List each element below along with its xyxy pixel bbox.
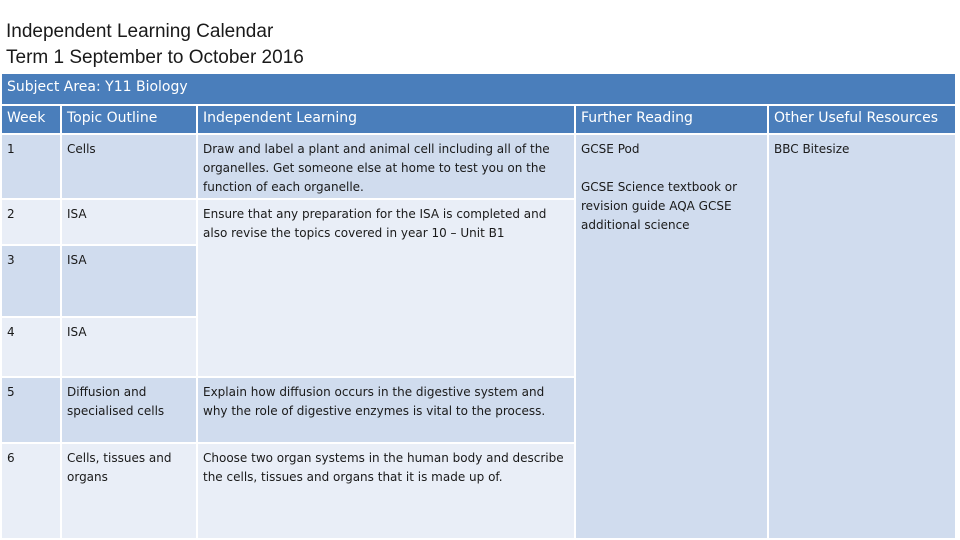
further-reading-item: GCSE Pod <box>581 142 640 156</box>
page-title <box>6 19 304 71</box>
learning-cell: Ensure that any preparation for the ISA is completed and also revise the topics covered in year 10 – Unit B1 <box>197 199 575 377</box>
week-cell: 3 <box>1 245 61 317</box>
subject-area: Subject Area: Y11 Biology <box>1 73 956 105</box>
learning-cell: Choose two organ systems in the human body and describe the cells, tissues and organs that it is made up of. <box>197 443 575 539</box>
further-reading-item: GCSE Science textbook or revision guide AQA GCSE additional science <box>581 180 738 232</box>
week-cell: 5 <box>1 377 61 443</box>
week-cell: 6 <box>1 443 61 539</box>
topic-cell: ISA <box>61 199 197 245</box>
topic-cell: Cells <box>61 134 197 199</box>
topic-cell: Cells, tissues and organs <box>61 443 197 539</box>
header-learning: Independent Learning <box>197 105 575 134</box>
topic-cell: ISA <box>61 245 197 317</box>
title-line-1: Independent Learning Calendar <box>6 21 274 42</box>
header-topic: Topic Outline <box>61 105 197 134</box>
header-week: Week <box>1 105 61 134</box>
week-cell: 2 <box>1 199 61 245</box>
calendar-table <box>0 72 957 540</box>
header-reading: Further Reading <box>575 105 768 134</box>
other-resources-cell: BBC Bitesize <box>768 134 956 539</box>
week-cell: 4 <box>1 317 61 377</box>
further-reading-cell <box>575 134 768 539</box>
learning-cell: Explain how diffusion occurs in the digestive system and why the role of digestive enzymes is vital to the process. <box>197 377 575 443</box>
title-line-2: Term 1 September to October 2016 <box>6 47 304 68</box>
learning-cell: Draw and label a plant and animal cell including all of the organelles. Get someone else at home to test you on the function of each organelle. <box>197 134 575 199</box>
topic-cell: ISA <box>61 317 197 377</box>
week-cell: 1 <box>1 134 61 199</box>
table-row <box>1 134 956 199</box>
topic-cell: Diffusion and specialised cells <box>61 377 197 443</box>
subject-row <box>1 73 956 105</box>
header-row <box>1 105 956 134</box>
header-resources: Other Useful Resources <box>768 105 956 134</box>
